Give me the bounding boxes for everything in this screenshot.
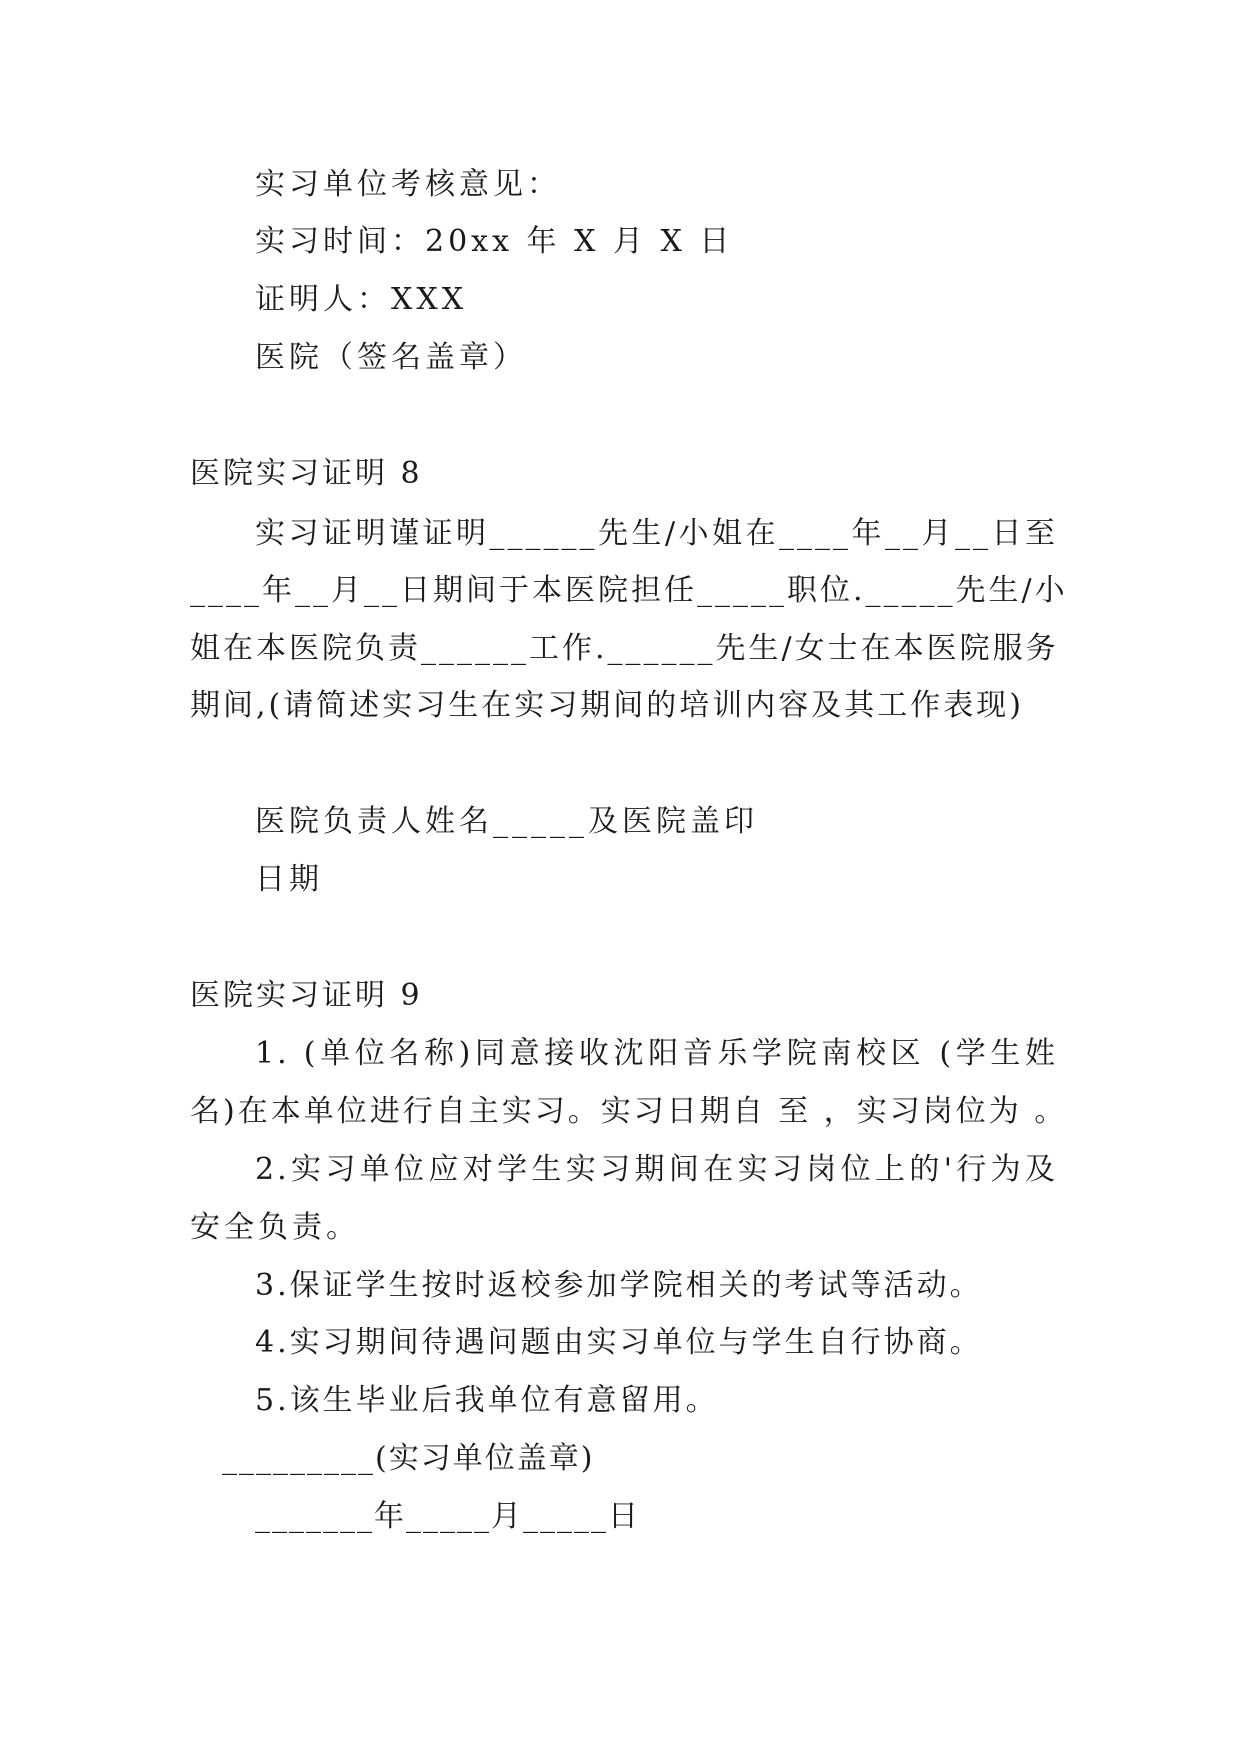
section-9-item-1-line-2: 名)在本单位进行自主实习。实习日期自 至 ，实习岗位为 。 <box>190 1094 1068 1129</box>
section-8-signer-line: 医院负责人姓名_____及医院盖印 <box>255 804 758 839</box>
section-8-title: 医院实习证明 8 <box>190 456 423 491</box>
section-9-item-2-line-2: 安全负责。 <box>190 1210 360 1245</box>
certifier-line: 证明人：XXX <box>255 282 468 317</box>
section-8-date-label: 日期 <box>255 862 323 897</box>
section-9-item-3: 3.保证学生按时返校参加学院相关的考试等活动。 <box>255 1268 983 1303</box>
section-9-item-1-line-1: 1. (单位名称)同意接收沈阳音乐学院南校区 (学生姓 <box>255 1036 1058 1071</box>
section-8-body-line-2: ____年__月__日期间于本医院担任_____职位._____先生/小 <box>190 573 1068 608</box>
section-9-title: 医院实习证明 9 <box>190 978 423 1013</box>
section-8-body-line-3: 姐在本医院负责______工作.______先生/女士在本医院服务 <box>190 631 1059 666</box>
section-9-item-2-line-1: 2.实习单位应对学生实习期间在实习岗位上的'行为及 <box>255 1152 1058 1187</box>
section-9-seal-line: _________(实习单位盖章) <box>222 1441 595 1476</box>
section-9-date-line: _______年_____月_____日 <box>255 1499 640 1534</box>
hospital-seal-line: 医院（签名盖章） <box>255 340 527 375</box>
section-8-body-line-1: 实习证明谨证明______先生/小姐在____年__月__日至 <box>255 516 1058 551</box>
assessment-label: 实习单位考核意见： <box>255 167 561 202</box>
section-9-item-4: 4.实习期间待遇问题由实习单位与学生自行协商。 <box>255 1325 983 1360</box>
section-8-body-line-4: 期间,(请简述实习生在实习期间的培训内容及其工作表现) <box>190 688 1024 723</box>
internship-time: 实习时间：20xx 年 X 月 X 日 <box>255 224 734 259</box>
section-9-item-5: 5.该生毕业后我单位有意留用。 <box>255 1383 719 1418</box>
